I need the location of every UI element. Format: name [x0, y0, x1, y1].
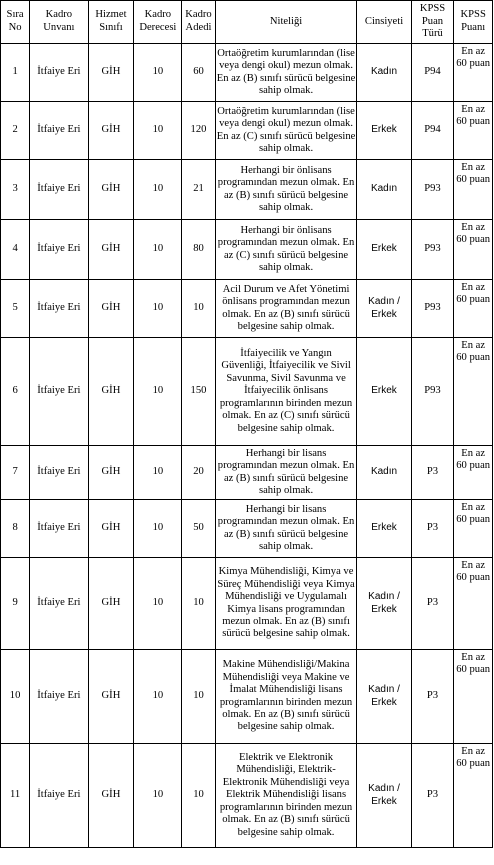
cell-kpss-puani: En az 60 puan [454, 44, 493, 102]
cell-kpss-puan-turu: P3 [411, 446, 454, 500]
cell-cinsiyeti: Kadın [357, 160, 411, 220]
header-sira: Sıra No [1, 1, 30, 44]
cell-sira: 11 [1, 744, 30, 848]
cell-kpss-puan-turu: P94 [411, 44, 454, 102]
cell-sira: 7 [1, 446, 30, 500]
cell-kadro-derecesi: 10 [134, 446, 182, 500]
table-row [1, 160, 493, 220]
table-row [1, 102, 493, 160]
cell-sira: 6 [1, 338, 30, 446]
cell-kadro-unvani: İtfaiye Eri [30, 280, 88, 338]
cell-sira: 2 [1, 102, 30, 160]
cell-cinsiyeti: Erkek [357, 338, 411, 446]
cell-cinsiyeti: Kadın / Erkek [357, 280, 411, 338]
cell-kadro-derecesi: 10 [134, 558, 182, 650]
cell-kpss-puan-turu: P93 [411, 280, 454, 338]
cell-kpss-puan-turu: P93 [411, 220, 454, 280]
table-row [1, 338, 493, 446]
cell-niteligi: Herhangi bir önlisans programından mezun olmak. En az (B) sınıfı sürücü belgesine sahip olmak. [215, 160, 357, 220]
cell-hizmet-sinifi: GİH [88, 446, 134, 500]
cell-hizmet-sinifi: GİH [88, 558, 134, 650]
cell-kadro-adedi: 50 [182, 500, 215, 558]
cell-niteligi: İtfaiyecilik ve Yangın Güvenliği, İtfaiyecilik ve Sivil Savunma, Sivil Savunma ve İtfaiyecilik önlisans programlarının birinden mezun olmak. En az (C) sınıfı sürücü belgesine sahip olmak. [215, 338, 357, 446]
table-row [1, 558, 493, 650]
cell-kpss-puani: En az 60 puan [454, 160, 493, 220]
cell-niteligi: Elektrik ve Elektronik Mühendisliği, Elektrik-Elektronik Mühendisliği veya Elektrik Mühendisliği lisans programlarının birinden mezun olmak. En az (B) sınıfı sürücü belgesine sahip olmak. [215, 744, 357, 848]
cell-kadro-adedi: 10 [182, 280, 215, 338]
cell-hizmet-sinifi: GİH [88, 220, 134, 280]
cell-kpss-puan-turu: P94 [411, 102, 454, 160]
cell-kadro-unvani: İtfaiye Eri [30, 446, 88, 500]
cell-kadro-adedi: 10 [182, 744, 215, 848]
header-kadro-adedi: Kadro Adedi [182, 1, 215, 44]
cell-kadro-unvani: İtfaiye Eri [30, 338, 88, 446]
header-kadro-derecesi: Kadro Derecesi [134, 1, 182, 44]
cell-cinsiyeti: Kadın / Erkek [357, 650, 411, 744]
cell-kpss-puan-turu: P3 [411, 558, 454, 650]
cell-niteligi: Herhangi bir lisans programından mezun olmak. En az (B) sınıfı sürücü belgesine sahip olmak. [215, 500, 357, 558]
cell-sira: 4 [1, 220, 30, 280]
cell-cinsiyeti: Kadın [357, 446, 411, 500]
table-row [1, 220, 493, 280]
cell-hizmet-sinifi: GİH [88, 44, 134, 102]
cell-kadro-adedi: 21 [182, 160, 215, 220]
cell-kadro-unvani: İtfaiye Eri [30, 500, 88, 558]
table-row [1, 446, 493, 500]
cell-niteligi: Herhangi bir lisans programından mezun olmak. En az (B) sınıfı sürücü belgesine sahip olmak. [215, 446, 357, 500]
cell-kadro-unvani: İtfaiye Eri [30, 744, 88, 848]
header-niteligi: Niteliği [215, 1, 357, 44]
cell-sira: 8 [1, 500, 30, 558]
cell-kpss-puan-turu: P93 [411, 160, 454, 220]
cell-kpss-puan-turu: P3 [411, 500, 454, 558]
cell-kpss-puani: En az 60 puan [454, 338, 493, 446]
table-row [1, 280, 493, 338]
cell-niteligi: Ortaöğretim kurumlarından (lise veya dengi okul) mezun olmak. En az (C) sınıfı sürücü belgesine sahip olmak. [215, 102, 357, 160]
cell-sira: 9 [1, 558, 30, 650]
cell-hizmet-sinifi: GİH [88, 338, 134, 446]
table-row [1, 650, 493, 744]
cell-kadro-derecesi: 10 [134, 338, 182, 446]
cell-hizmet-sinifi: GİH [88, 744, 134, 848]
cell-kpss-puani: En az 60 puan [454, 446, 493, 500]
cell-kadro-adedi: 60 [182, 44, 215, 102]
cell-sira: 1 [1, 44, 30, 102]
cell-cinsiyeti: Kadın [357, 44, 411, 102]
cell-kpss-puani: En az 60 puan [454, 280, 493, 338]
cell-kadro-derecesi: 10 [134, 44, 182, 102]
cell-kpss-puani: En az 60 puan [454, 220, 493, 280]
header-kpss-puan-turu: KPSS Puan Türü [411, 1, 454, 44]
cell-cinsiyeti: Kadın / Erkek [357, 558, 411, 650]
cell-kpss-puani: En az 60 puan [454, 102, 493, 160]
cell-kadro-unvani: İtfaiye Eri [30, 220, 88, 280]
cell-hizmet-sinifi: GİH [88, 102, 134, 160]
cell-kadro-adedi: 150 [182, 338, 215, 446]
table-row [1, 500, 493, 558]
cell-kadro-unvani: İtfaiye Eri [30, 650, 88, 744]
cell-kpss-puani: En az 60 puan [454, 558, 493, 650]
cell-kpss-puan-turu: P93 [411, 338, 454, 446]
cell-kadro-adedi: 80 [182, 220, 215, 280]
cell-cinsiyeti: Erkek [357, 220, 411, 280]
header-kpss-puani: KPSS Puanı [454, 1, 493, 44]
table-row [1, 44, 493, 102]
cell-kadro-derecesi: 10 [134, 160, 182, 220]
cell-kpss-puani: En az 60 puan [454, 500, 493, 558]
cell-sira: 3 [1, 160, 30, 220]
cell-niteligi: Ortaöğretim kurumlarından (lise veya dengi okul) mezun olmak. En az (B) sınıfı sürücü belgesine sahip olmak. [215, 44, 357, 102]
table-header-row [1, 1, 493, 44]
cell-kadro-derecesi: 10 [134, 744, 182, 848]
cell-hizmet-sinifi: GİH [88, 280, 134, 338]
cell-kpss-puani: En az 60 puan [454, 650, 493, 744]
cell-kpss-puani: En az 60 puan [454, 744, 493, 848]
cell-kadro-derecesi: 10 [134, 280, 182, 338]
cell-kadro-unvani: İtfaiye Eri [30, 44, 88, 102]
cell-kpss-puan-turu: P3 [411, 744, 454, 848]
cell-kadro-derecesi: 10 [134, 220, 182, 280]
cell-hizmet-sinifi: GİH [88, 500, 134, 558]
cell-niteligi: Herhangi bir önlisans programından mezun olmak. En az (C) sınıfı sürücü belgesine sahip olmak. [215, 220, 357, 280]
cell-kadro-derecesi: 10 [134, 102, 182, 160]
cell-kadro-unvani: İtfaiye Eri [30, 558, 88, 650]
cell-sira: 5 [1, 280, 30, 338]
cell-kadro-adedi: 10 [182, 650, 215, 744]
header-kadro-unvani: Kadro Unvanı [30, 1, 88, 44]
cell-cinsiyeti: Erkek [357, 500, 411, 558]
cell-kadro-derecesi: 10 [134, 650, 182, 744]
table-row [1, 744, 493, 848]
cell-niteligi: Kimya Mühendisliği, Kimya ve Süreç Mühendisliği veya Kimya Mühendisliği ve Uygulamalı Kimya lisans programından mezun olmak. En az (B) sınıfı sürücü belgesine sahip olmak. [215, 558, 357, 650]
header-cinsiyeti: Cinsiyeti [357, 1, 411, 44]
cell-hizmet-sinifi: GİH [88, 650, 134, 744]
cell-cinsiyeti: Erkek [357, 102, 411, 160]
cell-sira: 10 [1, 650, 30, 744]
cell-kadro-unvani: İtfaiye Eri [30, 160, 88, 220]
cell-kadro-adedi: 120 [182, 102, 215, 160]
cell-kadro-derecesi: 10 [134, 500, 182, 558]
header-hizmet-sinifi: Hizmet Sınıfı [88, 1, 134, 44]
cell-kadro-adedi: 20 [182, 446, 215, 500]
cell-hizmet-sinifi: GİH [88, 160, 134, 220]
cell-kadro-adedi: 10 [182, 558, 215, 650]
cell-niteligi: Acil Durum ve Afet Yönetimi önlisans programından mezun olmak. En az (B) sınıfı sürücü belgesine sahip olmak. [215, 280, 357, 338]
table-body [1, 44, 493, 848]
cell-cinsiyeti: Kadın / Erkek [357, 744, 411, 848]
cell-niteligi: Makine Mühendisliği/Makina Mühendisliği veya Makine ve İmalat Mühendisliği lisans programlarının birinden mezun olmak. En az (B) sınıfı sürücü belgesine sahip olmak. [215, 650, 357, 744]
cell-kadro-unvani: İtfaiye Eri [30, 102, 88, 160]
cell-kpss-puan-turu: P3 [411, 650, 454, 744]
